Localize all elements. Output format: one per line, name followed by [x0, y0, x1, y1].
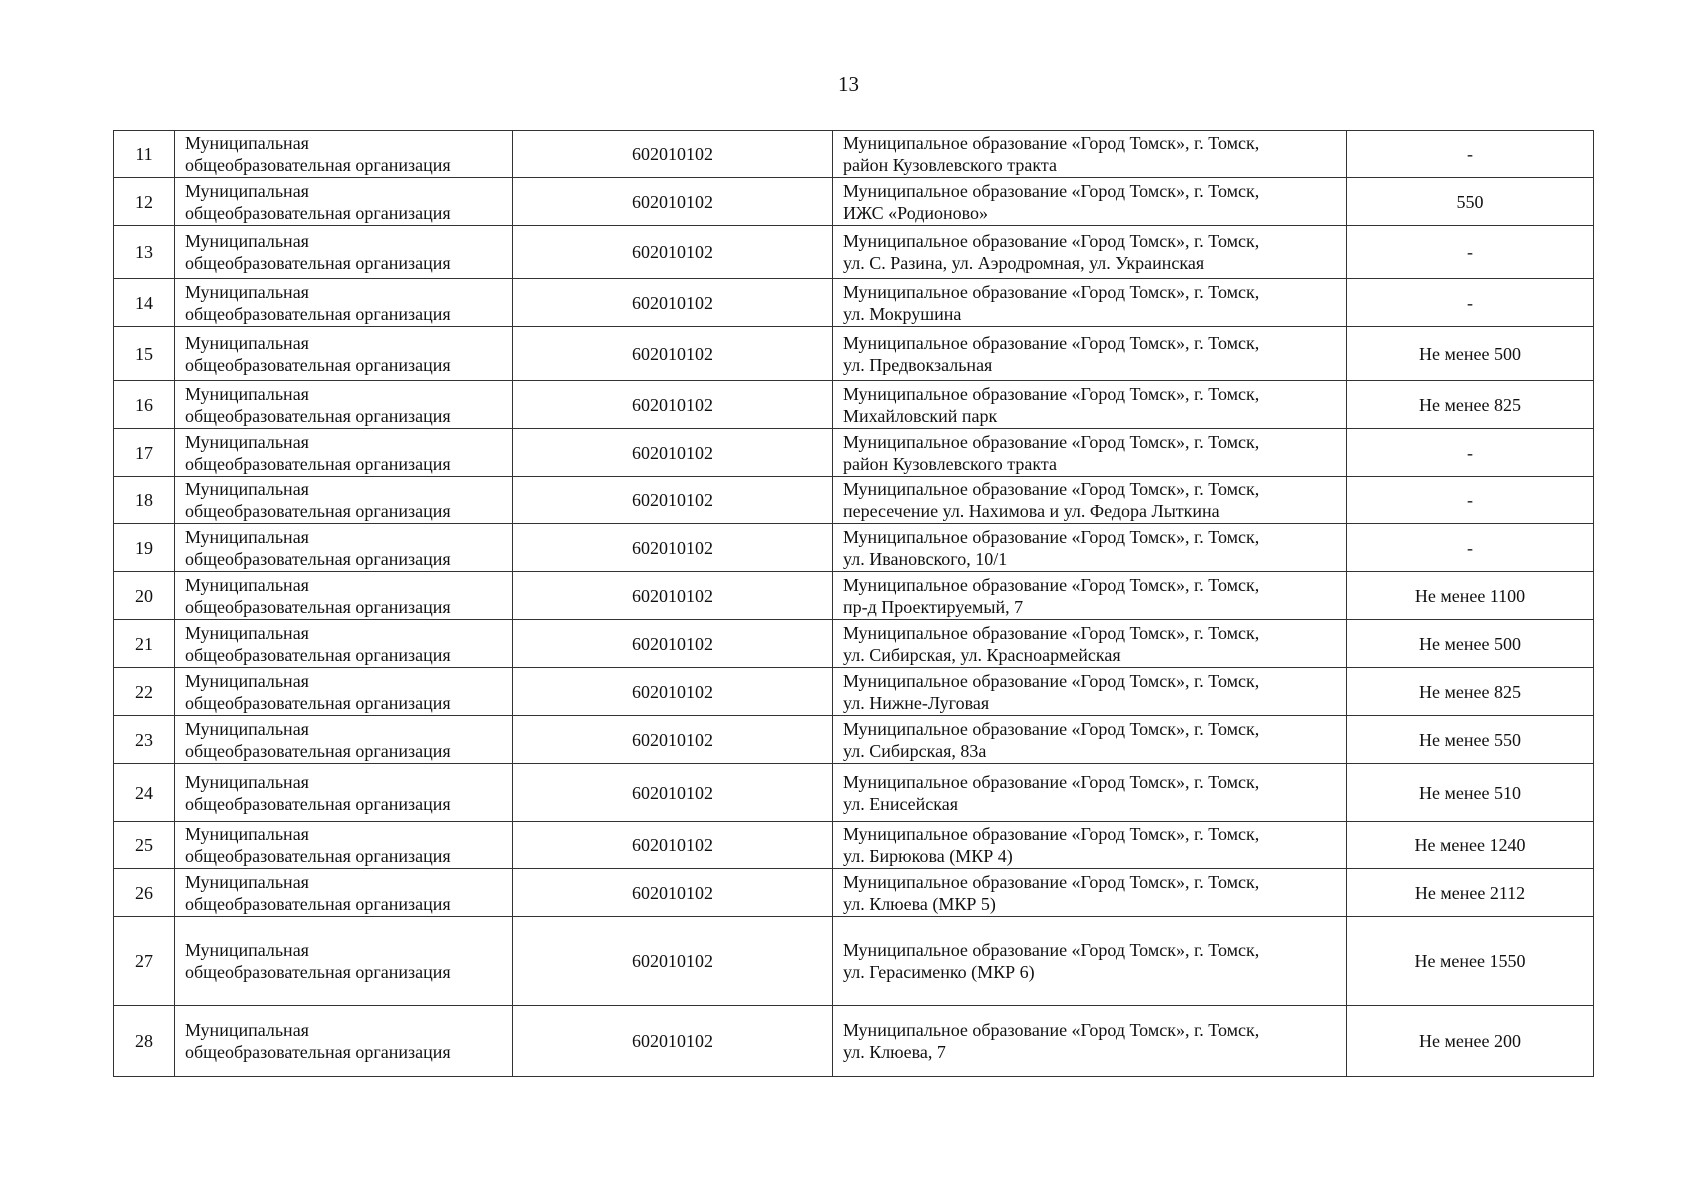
organization-type-text: общеобразовательная организация [185, 548, 451, 569]
capacity-text: Не менее 550 [1419, 729, 1521, 750]
address-text: ул. Сибирская, 83а [843, 740, 987, 761]
organization-type-text: Муниципальная [185, 231, 309, 251]
organization-type-cell [175, 1006, 513, 1077]
organization-type-text: Муниципальная [185, 622, 309, 643]
address-text: ул. Сибирская, ул. Красноармейская [843, 644, 1121, 665]
capacity-text: Не менее 500 [1419, 633, 1521, 654]
row-number-text: 21 [135, 633, 153, 654]
row-number-cell [114, 620, 175, 668]
oktmo-code-text: 602010102 [632, 394, 713, 415]
row-number-cell [114, 668, 175, 716]
organization-type-cell [175, 764, 513, 822]
address-cell [833, 178, 1347, 226]
row-number-text: 25 [135, 835, 153, 855]
organization-type-text: Муниципальная [185, 281, 309, 302]
address-text: Муниципальное образование «Город Томск», г. Томск, [843, 479, 1260, 499]
address-text: ул. Клюева, 7 [843, 1042, 946, 1062]
address-text: Муниципальное образование «Город Томск», г. Томск, [843, 871, 1260, 892]
address-text: пр-д Проектируемый, 7 [843, 596, 1024, 617]
row-number-cell [114, 869, 175, 917]
row-number-cell [114, 327, 175, 381]
address-cell [833, 869, 1347, 917]
organization-type-text: Муниципальная [185, 940, 309, 960]
capacity-text: Не менее 1550 [1414, 951, 1526, 971]
address-text: ул. Бирюкова (МКР 4) [843, 846, 1013, 866]
address-text: Муниципальное образование «Город Томск», г. Томск, [843, 622, 1260, 643]
row-number-text: 19 [135, 537, 153, 558]
capacity-cell [1347, 668, 1594, 716]
address-cell [833, 381, 1347, 429]
table-row [114, 668, 1594, 716]
organization-type-cell [175, 524, 513, 572]
row-number-text: 16 [135, 394, 153, 415]
row-number-text: 22 [135, 681, 153, 702]
row-number-cell [114, 178, 175, 226]
row-number-text: 18 [135, 490, 153, 510]
capacity-cell [1347, 572, 1594, 620]
capacity-cell [1347, 1006, 1594, 1077]
row-number-cell [114, 716, 175, 764]
address-text: ул. Клюева (МКР 5) [843, 893, 996, 914]
organization-type-text: Муниципальная [185, 871, 309, 892]
organization-type-text: общеобразовательная организация [185, 501, 451, 521]
oktmo-code-text: 602010102 [632, 1031, 713, 1051]
organization-type-cell [175, 327, 513, 381]
organization-type-cell [175, 381, 513, 429]
oktmo-code-cell [513, 327, 833, 381]
table-row [114, 279, 1594, 327]
capacity-cell [1347, 429, 1594, 477]
organization-type-cell [175, 477, 513, 524]
capacity-cell [1347, 524, 1594, 572]
oktmo-code-cell [513, 279, 833, 327]
oktmo-code-cell [513, 1006, 833, 1077]
row-number-cell [114, 1006, 175, 1077]
row-number-cell [114, 226, 175, 279]
address-text: ул. С. Разина, ул. Аэродромная, ул. Украинская [843, 253, 1205, 273]
address-cell [833, 429, 1347, 477]
organization-type-cell [175, 429, 513, 477]
oktmo-code-text: 602010102 [632, 144, 713, 164]
address-text: Муниципальное образование «Город Томск», г. Томск, [843, 718, 1260, 739]
oktmo-code-text: 602010102 [632, 681, 713, 702]
oktmo-code-cell [513, 620, 833, 668]
capacity-cell [1347, 764, 1594, 822]
address-text: Муниципальное образование «Город Томск», г. Томск, [843, 332, 1260, 353]
address-text: Муниципальное образование «Город Томск», г. Томск, [843, 940, 1260, 960]
organization-type-text: Муниципальная [185, 383, 309, 404]
organization-type-cell [175, 668, 513, 716]
capacity-text: - [1467, 144, 1473, 164]
address-cell [833, 279, 1347, 327]
table-row [114, 869, 1594, 917]
organization-type-cell [175, 716, 513, 764]
oktmo-code-text: 602010102 [632, 951, 713, 971]
capacity-text: - [1467, 242, 1473, 262]
table-row [114, 524, 1594, 572]
address-text: Муниципальное образование «Город Томск», г. Томск, [843, 771, 1260, 792]
table-row [114, 381, 1594, 429]
address-cell [833, 477, 1347, 524]
table-row [114, 716, 1594, 764]
oktmo-code-cell [513, 869, 833, 917]
organization-type-text: общеобразовательная организация [185, 453, 451, 474]
address-text: Михайловский парк [843, 405, 998, 426]
capacity-cell [1347, 620, 1594, 668]
address-cell [833, 327, 1347, 381]
oktmo-code-text: 602010102 [632, 242, 713, 262]
organization-type-cell [175, 226, 513, 279]
capacity-cell [1347, 279, 1594, 327]
organization-type-text: общеобразовательная организация [185, 405, 451, 426]
capacity-text: Не менее 200 [1419, 1031, 1521, 1051]
capacity-cell [1347, 917, 1594, 1006]
capacity-cell [1347, 716, 1594, 764]
organization-type-cell [175, 572, 513, 620]
organization-type-cell [175, 279, 513, 327]
capacity-cell [1347, 869, 1594, 917]
organization-type-text: Муниципальная [185, 718, 309, 739]
oktmo-code-text: 602010102 [632, 585, 713, 606]
oktmo-code-text: 602010102 [632, 782, 713, 803]
address-cell [833, 131, 1347, 178]
table-row [114, 917, 1594, 1006]
oktmo-code-cell [513, 131, 833, 178]
address-text: Муниципальное образование «Город Томск», г. Томск, [843, 180, 1260, 201]
organization-type-text: общеобразовательная организация [185, 303, 451, 324]
oktmo-code-cell [513, 668, 833, 716]
oktmo-code-text: 602010102 [632, 343, 713, 364]
address-text: район Кузовлевского тракта [843, 453, 1057, 474]
capacity-text: Не менее 1100 [1414, 585, 1526, 606]
capacity-cell [1347, 477, 1594, 524]
oktmo-code-text: 602010102 [632, 882, 713, 903]
organization-type-cell [175, 822, 513, 869]
table-row [114, 572, 1594, 620]
address-text: ул. Герасименко (МКР 6) [843, 962, 1035, 982]
organization-type-text: общеобразовательная организация [185, 793, 451, 814]
organization-type-text: общеобразовательная организация [185, 1042, 451, 1062]
table-body [114, 131, 1594, 1077]
oktmo-code-cell [513, 764, 833, 822]
facility-table [113, 130, 1594, 1077]
address-text: ул. Нижне-Луговая [843, 692, 990, 713]
capacity-cell [1347, 822, 1594, 869]
organization-type-text: общеобразовательная организация [185, 846, 451, 866]
oktmo-code-cell [513, 716, 833, 764]
organization-type-cell [175, 620, 513, 668]
row-number-cell [114, 572, 175, 620]
organization-type-text: Муниципальная [185, 526, 309, 547]
address-cell [833, 822, 1347, 869]
address-text: район Кузовлевского тракта [843, 155, 1057, 175]
capacity-text: Не менее 825 [1419, 681, 1521, 702]
organization-type-text: общеобразовательная организация [185, 596, 451, 617]
address-text: пересечение ул. Нахимова и ул. Федора Лыткина [843, 501, 1220, 521]
address-cell [833, 764, 1347, 822]
row-number-text: 23 [135, 729, 153, 750]
organization-type-cell [175, 869, 513, 917]
address-text: Муниципальное образование «Город Томск», г. Томск, [843, 383, 1260, 404]
organization-type-text: Муниципальная [185, 332, 309, 353]
capacity-text: - [1467, 537, 1473, 558]
row-number-cell [114, 917, 175, 1006]
oktmo-code-cell [513, 524, 833, 572]
organization-type-text: общеобразовательная организация [185, 740, 451, 761]
row-number-text: 13 [135, 242, 153, 262]
organization-type-text: Муниципальная [185, 574, 309, 595]
address-text: Муниципальное образование «Город Томск», г. Томск, [843, 431, 1260, 452]
row-number-cell [114, 477, 175, 524]
oktmo-code-text: 602010102 [632, 633, 713, 654]
oktmo-code-cell [513, 917, 833, 1006]
capacity-text: Не менее 510 [1419, 782, 1521, 803]
organization-type-text: Муниципальная [185, 670, 309, 691]
capacity-cell [1347, 327, 1594, 381]
table-row [114, 226, 1594, 279]
organization-type-cell [175, 178, 513, 226]
organization-type-text: общеобразовательная организация [185, 354, 451, 375]
capacity-cell [1347, 178, 1594, 226]
oktmo-code-text: 602010102 [632, 191, 713, 212]
capacity-cell [1347, 381, 1594, 429]
row-number-cell [114, 822, 175, 869]
capacity-cell [1347, 131, 1594, 178]
row-number-text: 26 [135, 882, 153, 903]
organization-type-text: Муниципальная [185, 431, 309, 452]
oktmo-code-text: 602010102 [632, 442, 713, 463]
row-number-cell [114, 381, 175, 429]
oktmo-code-text: 602010102 [632, 292, 713, 313]
oktmo-code-text: 602010102 [632, 835, 713, 855]
row-number-text: 11 [135, 144, 153, 164]
row-number-text: 20 [135, 585, 153, 606]
row-number-text: 27 [135, 951, 153, 971]
table-row [114, 1006, 1594, 1077]
organization-type-text: общеобразовательная организация [185, 202, 451, 223]
organization-type-text: общеобразовательная организация [185, 253, 451, 273]
organization-type-text: общеобразовательная организация [185, 644, 451, 665]
table-row [114, 429, 1594, 477]
row-number-cell [114, 429, 175, 477]
address-text: ул. Мокрушина [843, 303, 962, 324]
address-text: ул. Предвокзальная [843, 354, 993, 375]
address-text: ул. Ивановского, 10/1 [843, 548, 1008, 569]
address-cell [833, 620, 1347, 668]
capacity-text: Не менее 825 [1419, 394, 1521, 415]
organization-type-text: Муниципальная [185, 180, 309, 201]
address-text: Муниципальное образование «Город Томск», г. Томск, [843, 231, 1260, 251]
capacity-text: Не менее 2112 [1414, 882, 1526, 903]
organization-type-cell [175, 131, 513, 178]
address-text: Муниципальное образование «Город Томск», г. Томск, [843, 526, 1260, 547]
row-number-cell [114, 279, 175, 327]
oktmo-code-cell [513, 226, 833, 279]
address-cell [833, 668, 1347, 716]
row-number-text: 14 [135, 292, 153, 313]
address-cell [833, 716, 1347, 764]
row-number-text: 12 [135, 191, 153, 212]
oktmo-code-text: 602010102 [632, 490, 713, 510]
table-row [114, 764, 1594, 822]
organization-type-text: Муниципальная [185, 771, 309, 792]
oktmo-code-cell [513, 477, 833, 524]
oktmo-code-text: 602010102 [632, 537, 713, 558]
address-text: Муниципальное образование «Город Томск», г. Томск, [843, 133, 1260, 153]
oktmo-code-cell [513, 572, 833, 620]
address-text: Муниципальное образование «Город Томск», г. Томск, [843, 670, 1260, 691]
address-cell [833, 226, 1347, 279]
address-text: Муниципальное образование «Город Томск», г. Томск, [843, 1020, 1260, 1040]
table-row [114, 477, 1594, 524]
row-number-text: 17 [135, 442, 153, 463]
table-row [114, 178, 1594, 226]
row-number-cell [114, 524, 175, 572]
capacity-text: - [1467, 292, 1473, 313]
oktmo-code-cell [513, 178, 833, 226]
row-number-cell [114, 764, 175, 822]
row-number-text: 28 [135, 1031, 153, 1051]
address-cell [833, 917, 1347, 1006]
table-row [114, 620, 1594, 668]
organization-type-text: общеобразовательная организация [185, 692, 451, 713]
oktmo-code-text: 602010102 [632, 729, 713, 750]
table-row [114, 131, 1594, 178]
capacity-text: Не менее 500 [1419, 343, 1521, 364]
row-number-text: 15 [135, 343, 153, 364]
address-cell [833, 572, 1347, 620]
table-row [114, 822, 1594, 869]
address-cell [833, 524, 1347, 572]
oktmo-code-cell [513, 381, 833, 429]
oktmo-code-cell [513, 822, 833, 869]
organization-type-text: Муниципальная [185, 133, 309, 153]
capacity-cell [1347, 226, 1594, 279]
page-number: 13 [838, 72, 859, 96]
organization-type-cell [175, 917, 513, 1006]
address-text: Муниципальное образование «Город Томск», г. Томск, [843, 824, 1260, 844]
oktmo-code-cell [513, 429, 833, 477]
row-number-cell [114, 131, 175, 178]
organization-type-text: общеобразовательная организация [185, 155, 451, 175]
organization-type-text: Муниципальная [185, 824, 309, 844]
organization-type-text: общеобразовательная организация [185, 893, 451, 914]
organization-type-text: Муниципальная [185, 479, 309, 499]
capacity-text: - [1467, 442, 1473, 463]
organization-type-text: Муниципальная [185, 1020, 309, 1040]
capacity-text: Не менее 1240 [1414, 835, 1526, 855]
row-number-text: 24 [135, 782, 153, 803]
address-text: Муниципальное образование «Город Томск», г. Томск, [843, 281, 1260, 302]
address-cell [833, 1006, 1347, 1077]
table-row [114, 327, 1594, 381]
address-text: ИЖС «Родионово» [843, 202, 989, 223]
organization-type-text: общеобразовательная организация [185, 962, 451, 982]
address-text: ул. Енисейская [843, 793, 959, 814]
capacity-text: - [1467, 490, 1473, 510]
capacity-text: 550 [1456, 191, 1484, 212]
address-text: Муниципальное образование «Город Томск», г. Томск, [843, 574, 1260, 595]
